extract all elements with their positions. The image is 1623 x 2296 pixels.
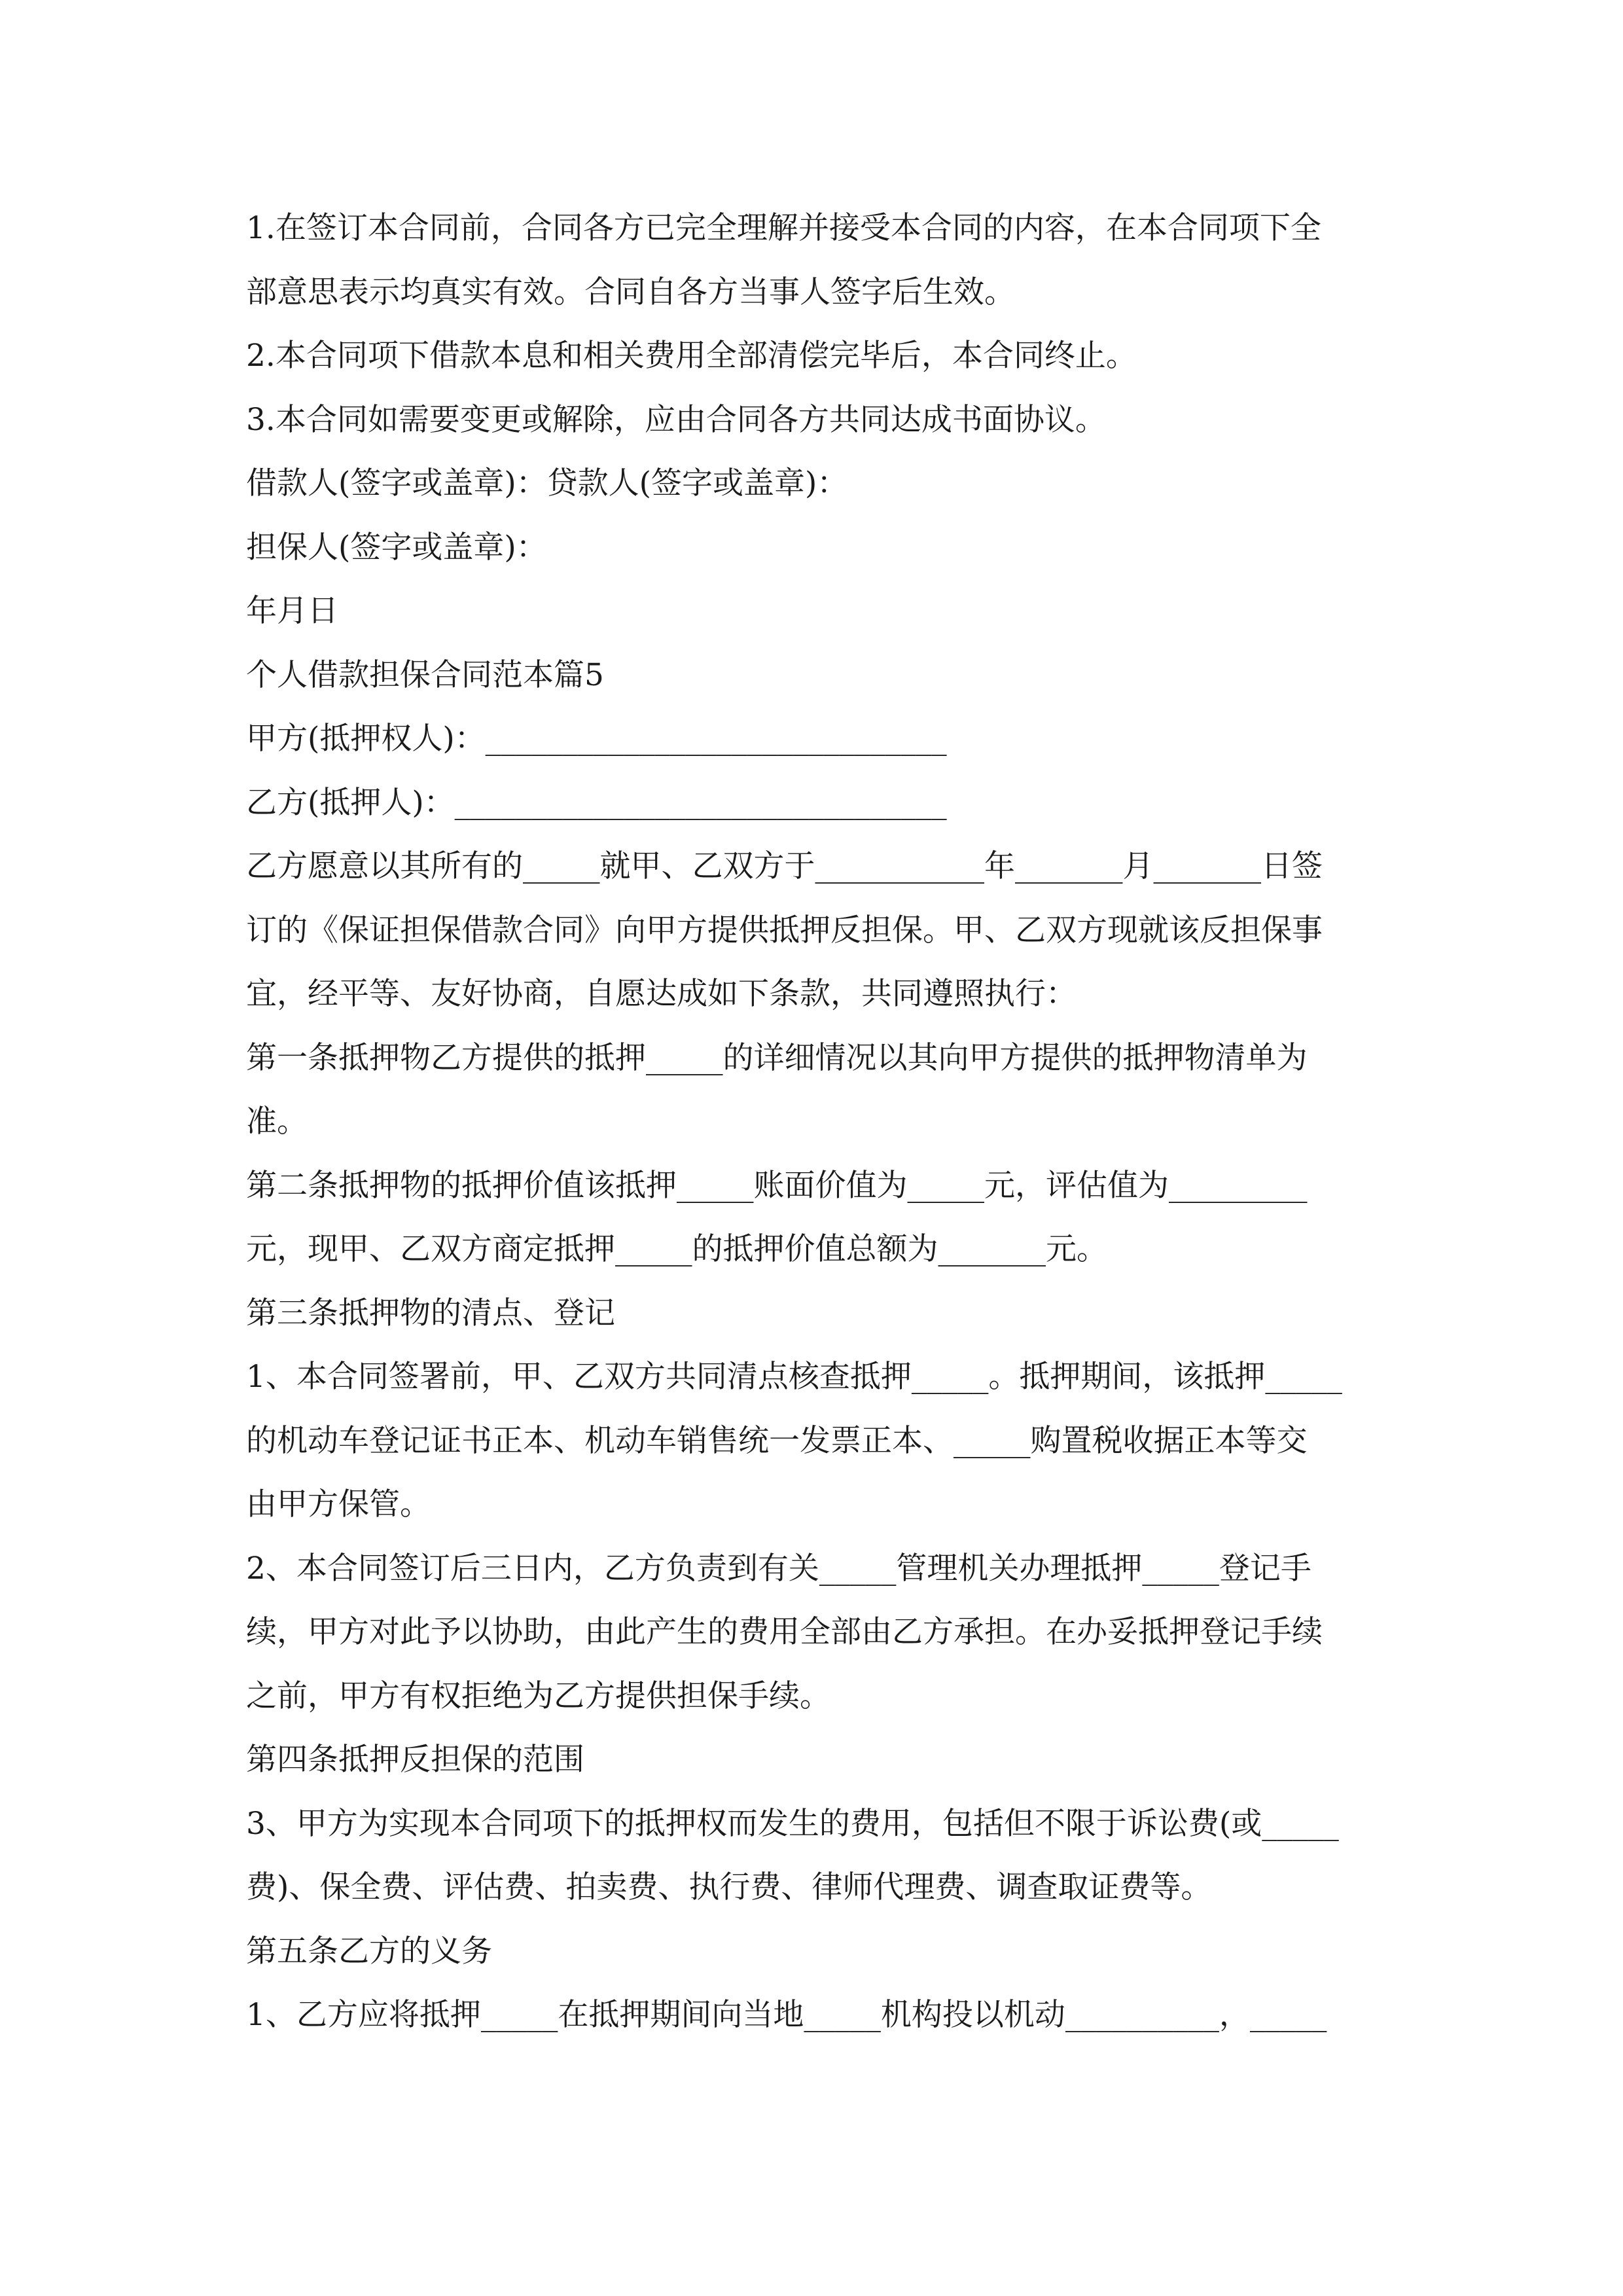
text-line: 续，甲方对此予以协助，由此产生的费用全部由乙方承担。在办妥抵押登记手续 (246, 1614, 1323, 1650)
text-line: 1、乙方应将抵押_____在抵押期间向当地_____机构投以机动__________，_____ (246, 1997, 1327, 2033)
text-line: 乙方愿意以其所有的_____就甲、乙双方于___________年_______月_______日签 (246, 848, 1323, 884)
text-line: 年月日 (246, 593, 338, 629)
text-line: 借款人(签字或盖章)：贷款人(签字或盖章)： (246, 465, 848, 501)
text-line: 3、甲方为实现本合同项下的抵押权而发生的费用，包括但不限于诉讼费(或_____ (246, 1806, 1339, 1842)
text-line: 部意思表示均真实有效。合同自各方当事人签字后生效。 (246, 274, 1015, 310)
text-line: 担保人(签字或盖章)： (246, 529, 547, 565)
text-line: 宜，经平等、友好协商，自愿达成如下条款，共同遵照执行： (246, 976, 1077, 1012)
text-line: 甲方(抵押权人)：______________________________ (246, 721, 947, 757)
text-line: 1.在签订本合同前，合同各方已完全理解并接受本合同的内容，在本合同项下全 (246, 210, 1321, 246)
text-line: 第五条乙方的义务 (246, 1933, 492, 1969)
text-line: 第三条抵押物的清点、登记 (246, 1295, 615, 1331)
text-line: 2、本合同签订后三日内，乙方负责到有关_____管理机关办理抵押_____登记手 (246, 1551, 1311, 1587)
text-line: 1、本合同签署前，甲、乙双方共同清点核查抵押_____。抵押期间，该抵押_____ (246, 1359, 1342, 1395)
text-line: 订的《保证担保借款合同》向甲方提供抵押反担保。甲、乙双方现就该反担保事 (246, 912, 1323, 948)
text-line: 由甲方保管。 (246, 1486, 431, 1522)
text-line: 之前，甲方有权拒绝为乙方提供担保手续。 (246, 1678, 830, 1714)
text-line: 第四条抵押反担保的范围 (246, 1742, 584, 1778)
text-line: 元，现甲、乙双方商定抵押_____的抵押价值总额为_______元。 (246, 1231, 1107, 1267)
text-line: 2.本合同项下借款本息和相关费用全部清偿完毕后，本合同终止。 (246, 338, 1137, 374)
text-line: 3.本合同如需要变更或解除，应由合同各方共同达成书面协议。 (246, 402, 1106, 438)
text-line: 费)、保全费、评估费、拍卖费、执行费、律师代理费、调查取证费等。 (246, 1869, 1212, 1905)
text-line: 准。 (246, 1103, 308, 1139)
text-line: 乙方(抵押人)：________________________________ (246, 785, 947, 821)
section-heading: 个人借款担保合同范本篇5 (246, 657, 604, 693)
text-line: 第二条抵押物的抵押价值该抵押_____账面价值为_____元，评估值为_________ (246, 1168, 1308, 1204)
text-line: 的机动车登记证书正本、机动车销售统一发票正本、_____购置税收据正本等交 (246, 1423, 1308, 1459)
text-line: 第一条抵押物乙方提供的抵押_____的详细情况以其向甲方提供的抵押物清单为 (246, 1040, 1308, 1076)
